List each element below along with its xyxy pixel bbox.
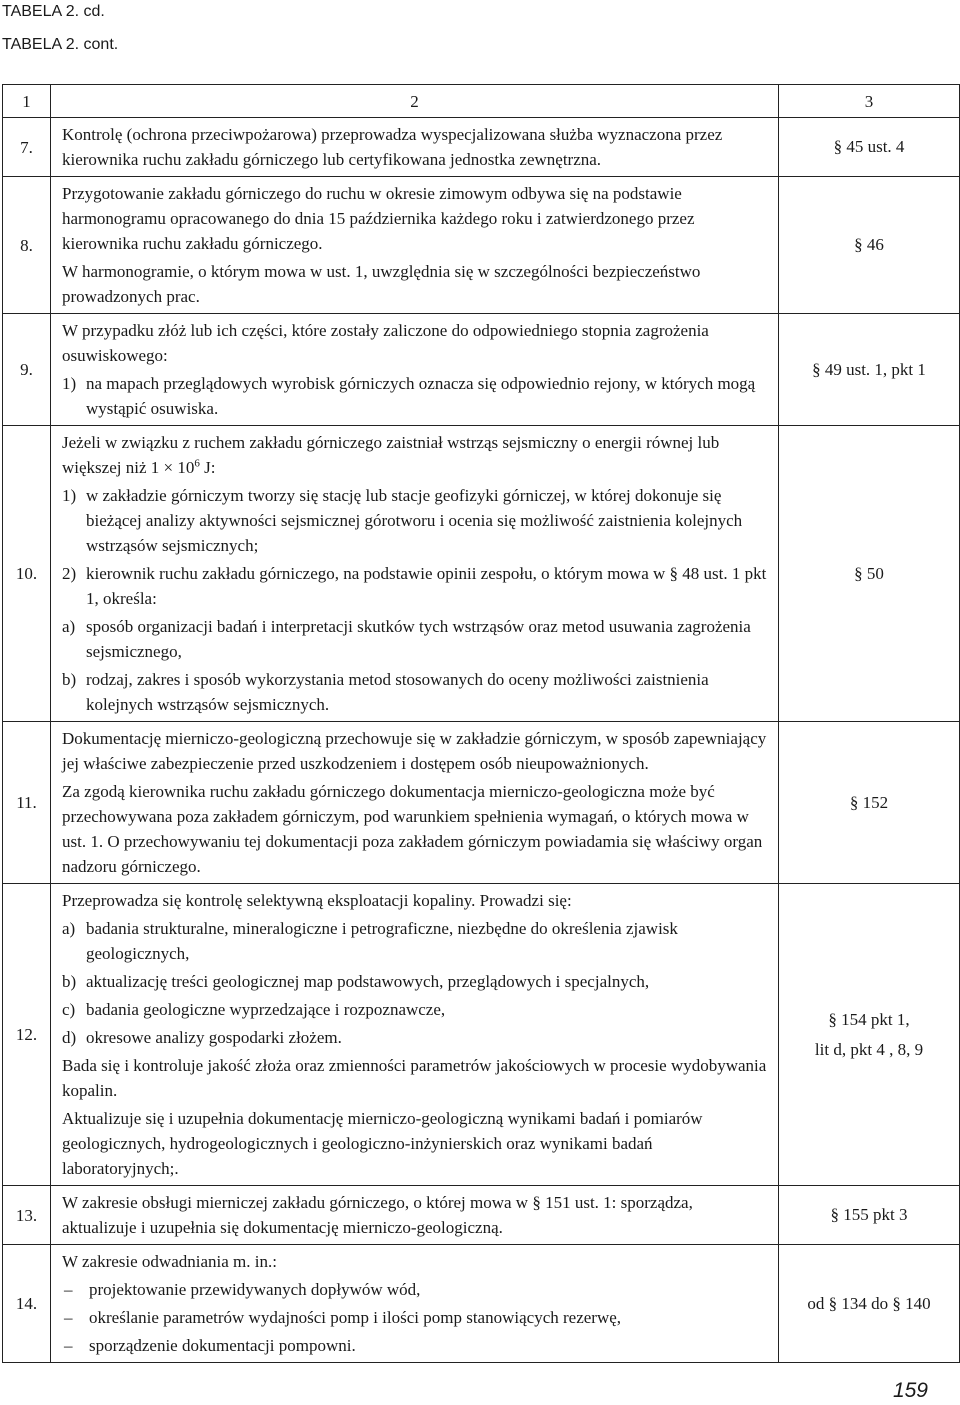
paragraph-text: W przypadku złóż lub ich części, które zostały zaliczone do odpowiedniego stopnia zagrożenia osuwiskowego:: [62, 321, 709, 365]
table-title-polish: TABELA 2. cd.: [2, 3, 105, 20]
column-header: 3: [779, 85, 960, 118]
table-row: [3, 314, 960, 426]
list-item-text: sporządzenie dokumentacji pompowni.: [89, 1336, 356, 1355]
column-header: 1: [3, 85, 51, 118]
paragraph: [62, 318, 770, 368]
reference-line: lit d, pkt 4 , 8, 9: [814, 1039, 924, 1059]
list-item-text: sposób organizacji badań i interpretacji skutków tych wstrząsów oraz metod usuwania zagrożenia sejsmicznego,: [86, 617, 751, 661]
legal-reference: [779, 177, 960, 314]
list-item: [62, 561, 770, 611]
list-item: [62, 614, 770, 664]
paragraph-text: Dokumentację mierniczo-geologiczną przechowuje się w zakładzie górniczym, w sposób zapewniający jej właściwe zabezpieczenie przed uszkodzeniem i dostępem osób nieupoważnionych.: [62, 729, 767, 773]
reference-line: § 155 pkt 3: [830, 1205, 908, 1224]
list-marker: b): [62, 972, 77, 991]
row-number: 13.: [3, 1186, 51, 1245]
list-item-text: w zakładzie górniczym tworzy się stację lub stacje geofizyki górniczej, w której dokonuje się bieżącej analizy aktywności sejsmicznej górotworu i ocenia się możliwość zaistnienia kolejnych wstrząsów sejsmicznych;: [86, 486, 743, 555]
table-body: [3, 118, 960, 1363]
list-item-text: okresowe analizy gospodarki złożem.: [86, 1028, 342, 1047]
legal-reference: [779, 1186, 960, 1245]
table-row: [3, 884, 960, 1186]
row-content: [51, 314, 779, 426]
paragraph-text: W zakresie odwadniania m. in.:: [62, 1252, 277, 1271]
row-content: [51, 426, 779, 722]
paragraph-text: Kontrolę (ochrona przeciwpożarowa) przeprowadza wyspecjalizowana służba wyznaczona przez kierownika ruchu zakładu górniczego lub certyfikowana jednostka zewnętrzna.: [62, 125, 723, 169]
reference-line: § 50: [854, 563, 884, 583]
reference-line: § 152: [849, 792, 889, 812]
table-title-english: TABELA 2. cont.: [2, 36, 119, 53]
list-marker: c): [62, 1000, 76, 1019]
reference-line: § 45 ust. 4: [833, 137, 905, 156]
row-content: [51, 884, 779, 1186]
legal-reference: [779, 722, 960, 884]
row-content: [51, 118, 779, 177]
paragraph: [62, 726, 770, 776]
table-row: [3, 722, 960, 884]
legal-reference: [779, 1245, 960, 1363]
list-item: [62, 969, 770, 994]
row-content: [51, 722, 779, 884]
list-item-text: kierownik ruchu zakładu górniczego, na podstawie opinii zespołu, o którym mowa w § 48 ust. 1 pkt 1, określa:: [86, 564, 767, 608]
row-number: 10.: [3, 426, 51, 722]
dash-list-item: [62, 1333, 770, 1358]
list-item: [62, 1025, 770, 1050]
row-content: [51, 177, 779, 314]
paragraph: [62, 122, 770, 172]
paragraph-text: W zakresie obsługi mierniczej zakładu górniczego, o której mowa w § 151 ust. 1: sporządza, aktualizuje i uzupełnia się dokumentację mierniczo-geologiczną.: [62, 1193, 693, 1237]
paragraph-text: Przygotowanie zakładu górniczego do ruchu w okresie zimowym odbywa się na podstawie harmonogramu opracowanego do dnia 15 października każdego roku i zatwierdzonego przez kierownika ruchu zakładu górniczego.: [62, 184, 695, 253]
paragraph: [62, 1249, 770, 1274]
list-marker: b): [62, 670, 77, 689]
list-marker: 2): [62, 564, 77, 583]
legal-reference: [779, 884, 960, 1186]
list-marker: a): [62, 919, 76, 938]
reference-line: § 49 ust. 1, pkt 1: [812, 359, 926, 379]
paragraph: [62, 430, 770, 480]
paragraph-text: Jeżeli w związku z ruchem zakładu górniczego zaistniał wstrząs sejsmiczny o energii równej lub większej niż 1 × 10: [62, 433, 720, 477]
legal-reference: [779, 314, 960, 426]
list-item: [62, 483, 770, 558]
list-item: [62, 997, 770, 1022]
row-content: [51, 1245, 779, 1363]
regulations-table: [2, 84, 960, 1363]
table-row: [3, 118, 960, 177]
paragraph: [62, 259, 770, 309]
dash-marker: –: [64, 1336, 73, 1355]
table-row: [3, 177, 960, 314]
page-number: 159: [892, 1379, 928, 1402]
paragraph: [62, 1053, 770, 1103]
list-item: [62, 667, 770, 717]
column-header: 2: [51, 85, 779, 118]
dash-marker: –: [64, 1280, 73, 1299]
paragraph-text: Przeprowadza się kontrolę selektywną eksploatacji kopaliny. Prowadzi się:: [62, 891, 572, 910]
list-item-text: aktualizację treści geologicznej map podstawowych, przeglądowych i specjalnych,: [86, 972, 650, 991]
list-item: [62, 916, 770, 966]
paragraph: [62, 1106, 770, 1181]
dash-list-item: [62, 1305, 770, 1330]
list-marker: d): [62, 1028, 77, 1047]
legal-reference: [779, 426, 960, 722]
table-row: [3, 426, 960, 722]
list-item: [62, 371, 770, 421]
paragraph-text: W harmonogramie, o którym mowa w ust. 1, uwzględnia się w szczególności bezpieczeństwo prowadzonych prac.: [62, 262, 701, 306]
list-marker: 1): [62, 486, 77, 505]
dash-marker: –: [64, 1308, 73, 1327]
dash-list-item: [62, 1277, 770, 1302]
paragraph-text: Za zgodą kierownika ruchu zakładu górniczego dokumentacja mierniczo-geologiczna może być przechowywana poza zakładem górniczym, pod warunkiem spełnienia wymagań, o których mowa w ust. 1. O przechowywaniu tej dokumentacji poza zakładem górniczym powiadamia się właściwy organ nadzoru górniczego.: [62, 782, 763, 876]
list-marker: 1): [62, 374, 77, 393]
row-number: 8.: [3, 177, 51, 314]
paragraph: [62, 888, 770, 913]
paragraph-text: Aktualizuje się i uzupełnia dokumentację mierniczo-geologiczną wynikami badań i pomiarów geologicznych, hydrogeologicznych i geologiczno-inżynierskich oraz wynikami badań laboratoryjnych;.: [62, 1109, 703, 1178]
row-number: 7.: [3, 118, 51, 177]
superscript: 6: [194, 457, 200, 470]
row-number: 14.: [3, 1245, 51, 1363]
list-item-text: rodzaj, zakres i sposób wykorzystania metod stosowanych do oceny możliwości zaistnienia kolejnych wstrząsów sejsmicznych.: [86, 670, 709, 714]
reference-line: § 46: [854, 235, 884, 254]
paragraph-text: Bada się i kontroluje jakość złoża oraz zmienności parametrów jakościowych w procesie wydobywania kopalin.: [62, 1056, 767, 1100]
list-item-text: określanie parametrów wydajności pomp i ilości pomp stanowiących rezerwę,: [89, 1308, 622, 1327]
table-header-row: [3, 85, 960, 118]
paragraph: [62, 1190, 770, 1240]
reference-line: § 154 pkt 1,: [828, 1009, 910, 1029]
list-item-text: na mapach przeglądowych wyrobisk górniczych oznacza się odpowiednio rejony, w których mogą wystąpić osuwiska.: [86, 374, 756, 418]
legal-reference: [779, 118, 960, 177]
paragraph-text-tail: J:: [199, 458, 216, 477]
list-item-text: badania geologiczne wyprzedzające i rozpoznawcze,: [86, 1000, 446, 1019]
row-number: 9.: [3, 314, 51, 426]
row-number: 11.: [3, 722, 51, 884]
table-row: [3, 1245, 960, 1363]
paragraph: [62, 181, 770, 256]
list-item-text: projektowanie przewidywanych dopływów wód,: [89, 1280, 421, 1299]
list-marker: a): [62, 617, 76, 636]
row-number: 12.: [3, 884, 51, 1186]
table-row: [3, 1186, 960, 1245]
paragraph: [62, 779, 770, 879]
reference-line: od § 134 do § 140: [807, 1293, 931, 1313]
list-item-text: badania strukturalne, mineralogiczne i petrograficzne, niezbędne do określenia zjawisk geologicznych,: [86, 919, 678, 963]
row-content: [51, 1186, 779, 1245]
